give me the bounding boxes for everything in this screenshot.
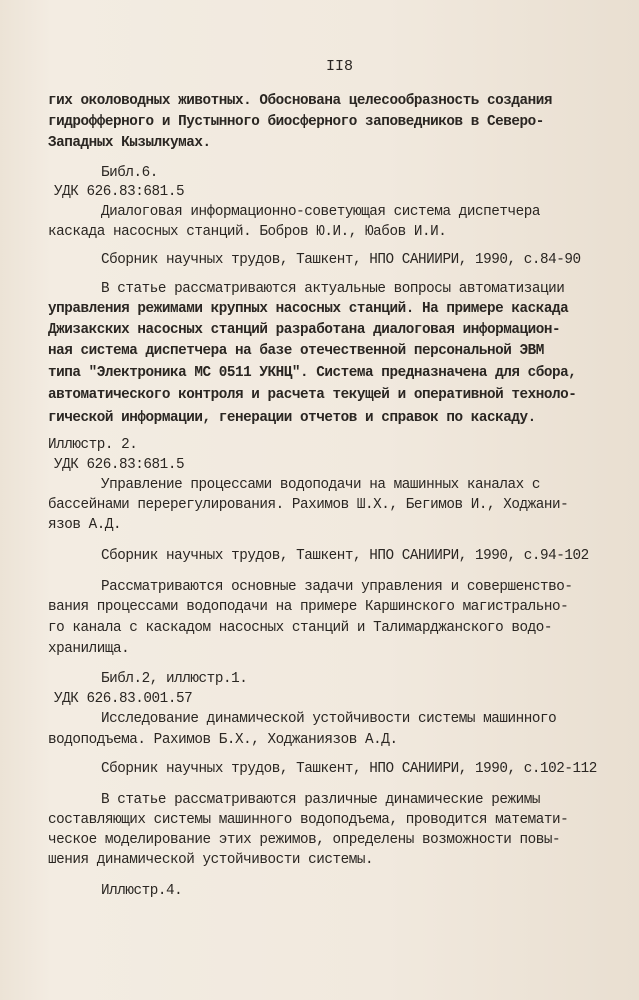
abstract-line: го канала с каскадом насосных станций и Талимарджанского водо-	[48, 620, 553, 636]
abstract-line: хранилища.	[48, 641, 130, 657]
abstract-line: автоматического контроля и расчета текущей и оперативной техноло-	[48, 387, 577, 403]
abstract-line: ная система диспетчера на базе отечественной персональной ЭВМ	[48, 343, 544, 359]
abstract-line: типа "Электроника МС 0511 УКНЦ". Система предназначена для сбора,	[48, 365, 577, 381]
illustration-note: Иллюстр. 2.	[48, 437, 138, 453]
abstract-line: шения динамической устойчивости системы.	[48, 852, 374, 868]
page-number: II8	[326, 58, 354, 75]
abstract-line: вания процессами водоподачи на примере Каршинского магистрально-	[48, 599, 569, 615]
abstract-line: гической информации, генерации отчетов и справок по каскаду.	[48, 410, 536, 426]
bibliography-note: Библ.6.	[101, 165, 158, 181]
entry-source: Сборник научных трудов, Ташкент, НПО САНИИРИ, 1990, с.94-102	[101, 548, 589, 564]
illustration-note: Иллюстр.4.	[101, 883, 183, 899]
udc-code: УДК 626.83:681.5	[54, 184, 185, 200]
abstract-line: Рассматриваются основные задачи управления и совершенство-	[101, 579, 573, 595]
continuation-line-1: гих околоводных животных. Обоснована целесообразность создания	[48, 93, 553, 109]
entry-title-line: Диалоговая информационно-советующая система диспетчера	[101, 204, 540, 220]
abstract-line: В статье рассматриваются различные динамические режимы	[101, 792, 540, 808]
abstract-line: составляющих системы машинного водоподъема, проводится математи-	[48, 812, 569, 828]
entry-title-line: водоподъема. Рахимов Б.Х., Ходжаниязов А.Д.	[48, 732, 398, 748]
continuation-line-3: Западных Кызылкумах.	[48, 135, 211, 151]
entry-title-line: каскада насосных станций. Бобров Ю.И., Юабов И.И.	[48, 224, 447, 240]
abstract-line: управления режимами крупных насосных станций. На примере каскада	[48, 301, 569, 317]
bibliography-note: Библ.2, иллюстр.1.	[101, 671, 248, 687]
abstract-line: Джизакских насосных станций разработана диалоговая информацион-	[48, 322, 561, 338]
abstract-line: В статье рассматриваются актуальные вопросы автоматизации	[101, 281, 565, 297]
udc-code: УДК 626.83.001.57	[54, 691, 193, 707]
entry-title-line: Исследование динамической устойчивости системы машинного	[101, 711, 557, 727]
abstract-line: ческое моделирование этих режимов, определены возможности повы-	[48, 832, 561, 848]
continuation-line-2: гидрофферного и Пустынного биосферного заповедников в Северо-	[48, 114, 544, 130]
entry-source: Сборник научных трудов, Ташкент, НПО САНИИРИ, 1990, с.84-90	[101, 252, 581, 268]
entry-title-line: Управление процессами водоподачи на машинных каналах с	[101, 477, 540, 493]
udc-code: УДК 626.83:681.5	[54, 457, 185, 473]
entry-title-line: язов А.Д.	[48, 517, 122, 533]
entry-title-line: бассейнами перерегулирования. Рахимов Ш.Х., Бегимов И., Ходжани-	[48, 497, 569, 513]
entry-source: Сборник научных трудов, Ташкент, НПО САНИИРИ, 1990, с.102-112	[101, 761, 597, 777]
